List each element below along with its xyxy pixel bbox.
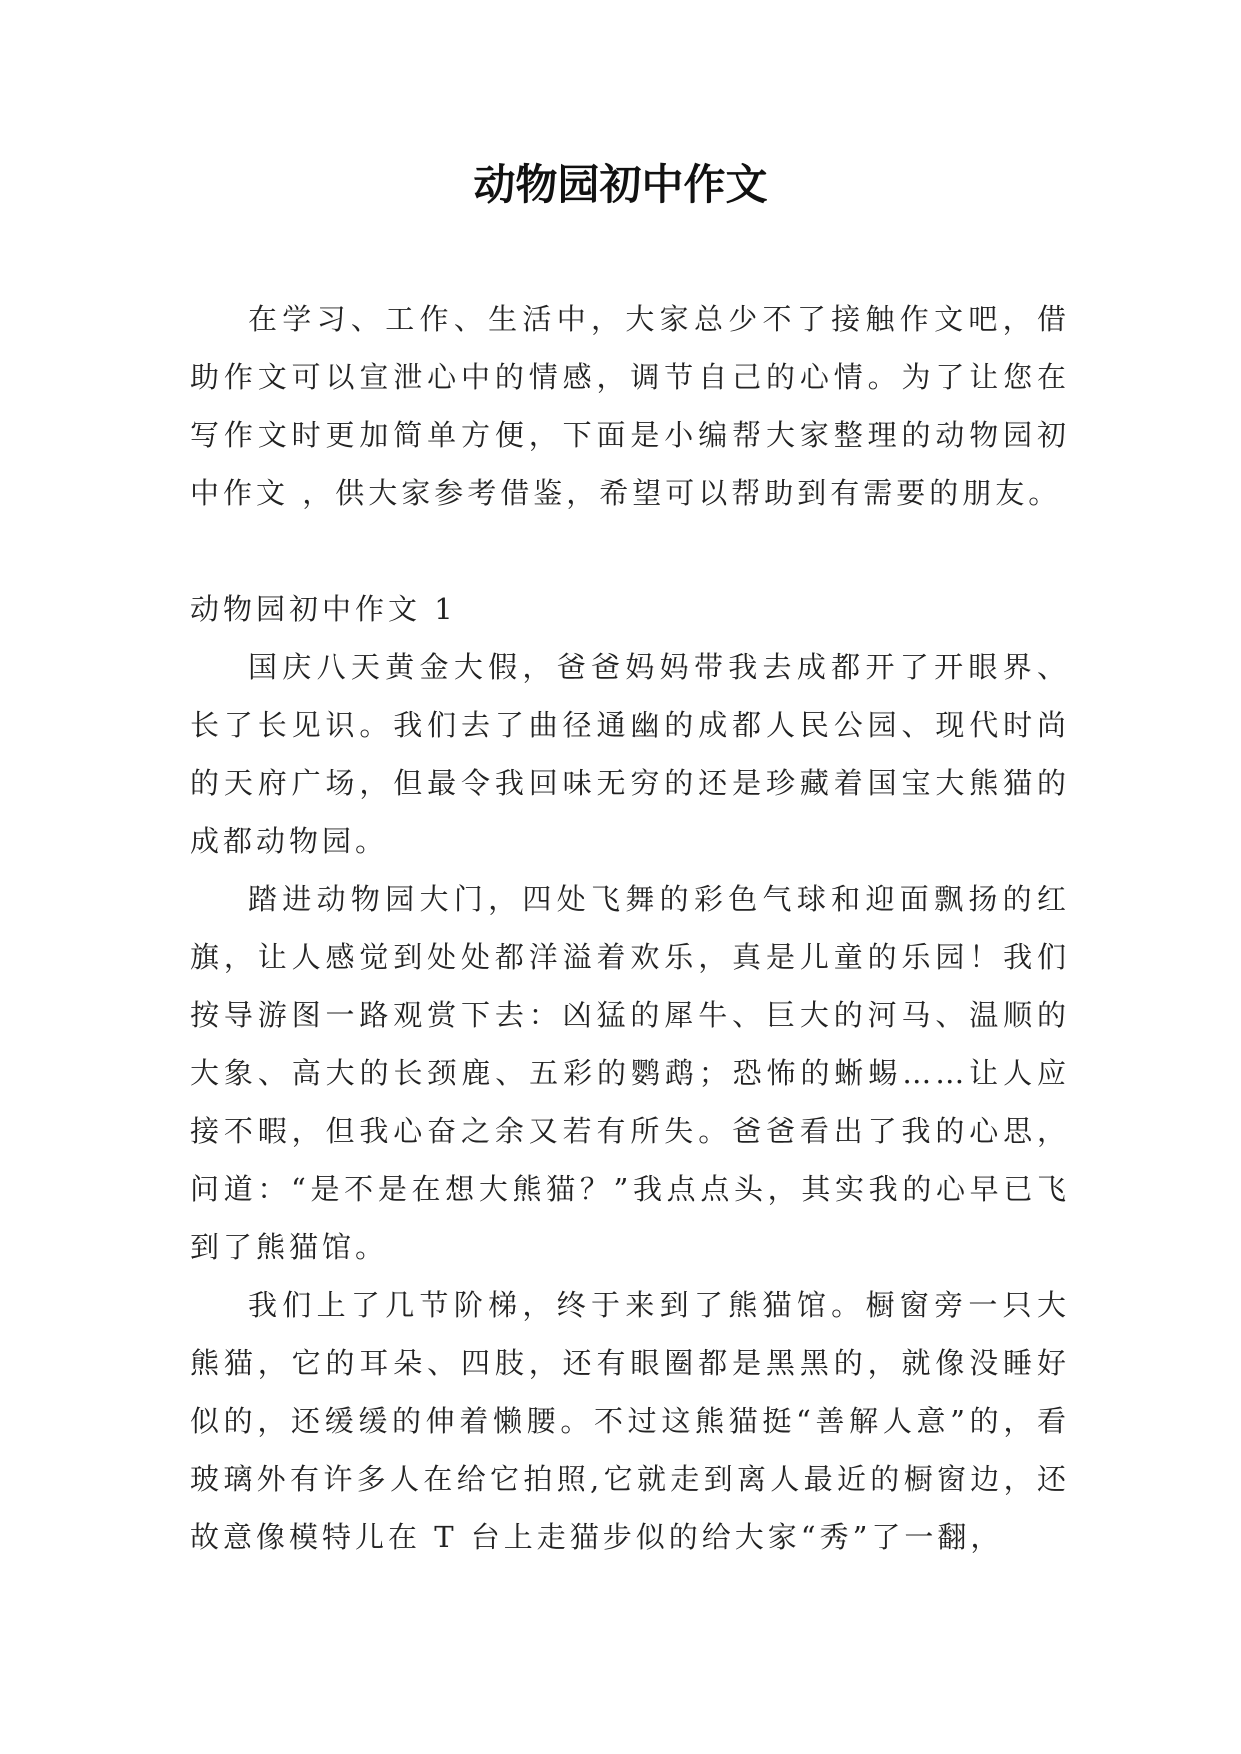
intro-paragraph: 在学习、工作、生活中，大家总少不了接触作文吧，借助作文可以宣泄心中的情感，调节自己的心情。为了让您在写作文时更加简单方便，下面是小编帮大家整理的动物园初中作文 ，供大家参考借鉴，希望可以帮助到有需要的朋友。 — [190, 302, 1070, 510]
section-title: 动物园初中作文 1 — [190, 592, 457, 626]
body-paragraph-1: 国庆八天黄金大假，爸爸妈妈带我去成都开了开眼界、长了长见识。我们去了曲径通幽的成都人民公园、现代时尚的天府广场，但最令我回味无穷的还是珍藏着国宝大熊猫的成都动物园。 — [190, 650, 1070, 858]
body-paragraph-2: 踏进动物园大门，四处飞舞的彩色气球和迎面飘扬的红旗，让人感觉到处处都洋溢着欢乐，真是儿童的乐园！我们按导游图一路观赏下去：凶猛的犀牛、巨大的河马、温顺的大象、高大的长颈鹿、五彩的鹦鹉；恐怖的蜥蜴……让人应接不暇，但我心奋之余又若有所失。爸爸看出了我的心思，问道：“是不是在想大熊猫？”我点点头，其实我的心早已飞到了熊猫馆。 — [190, 882, 1070, 1264]
document-body — [190, 290, 1070, 1566]
body-paragraph-3: 我们上了几节阶梯，终于来到了熊猫馆。橱窗旁一只大熊猫，它的耳朵、四肢，还有眼圈都是黑黑的，就像没睡好似的，还缓缓的伸着懒腰。不过这熊猫挺“善解人意”的，看玻璃外有许多人在给它拍照,它就走到离人最近的橱窗边，还故意像模特儿在 T 台上走猫步似的给大家“秀”了一翻， — [190, 1288, 1070, 1554]
document-title: 动物园初中作文 — [473, 160, 768, 209]
